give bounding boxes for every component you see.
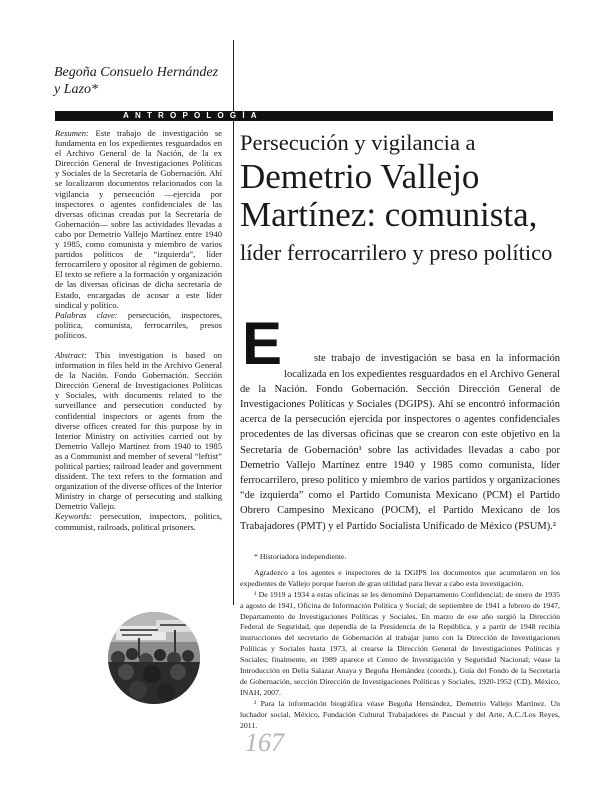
author-line-2: y Lazo* bbox=[54, 82, 98, 97]
protest-photo-image bbox=[108, 612, 200, 704]
title-line-1: Persecución y vigilancia a bbox=[240, 130, 476, 155]
author-name bbox=[54, 64, 234, 98]
footnote-1: ¹ De 1919 a 1934 a estas oficinas se les denominó Departamento Confidencial; de enero de 1935 a agosto de 1941, Oficina de Información Política y Social; de septiembre de 1941 a febrero de 1947, Departamento de Investigaciones Políticas y Sociales. En marzo de ese año surgió la Dirección Federal de Seguridad, que dependía de la Presidencia de la República, y a partir de 1948 recibía instrucciones del secretario de Gobernación al trabajar junto con la Dirección de Investigaciones Políticas y Sociales hasta 1973, al crearse la Dirección General de Investigaciones Políticas y Sociales; finalmente, en 1989 aparece el Centro de Investigación y Seguridad Nacional; véase la Introducción en Delia Salazar Anaya y Begoña Hernández (coords.), Guía del Fondo de la Secretaría de Gobernación, sección Dirección de Investigaciones Políticas y Sociales, 1920-1952 (CD), México, INAH, 2007. bbox=[240, 589, 560, 697]
footnotes bbox=[240, 552, 560, 732]
column-divider bbox=[233, 40, 234, 605]
keywords-en-text: persecution, inspectors, politics, communist, railroads, political prisoners. bbox=[55, 511, 222, 532]
drop-cap: E bbox=[242, 310, 283, 377]
keywords-es-label: Palabras clave: bbox=[55, 309, 118, 320]
body-text: ste trabajo de investigación se basa en la información localizada en los expedientes resguardados en el Archivo General de la Nación. Fondo Gobernación. Sección Dirección General de Investigaciones Políticas y Sociales (DGIPS). Ahí se encontró información acerca de la persecución ejercida por inspectores o agentes confidenciales procedentes de las diversas oficinas que se crearon con este objetivo en la Secretaría de Gobernación¹ sobre las actividades llevadas a cabo por Demetrio Vallejo Martínez entre 1940 y 1985 como comunista, líder ferrocarrilero, preso político y miembro de varios partidos y organizaciones “de izquierda” como el Partido Comunista Mexicano (PCM) el Partido Obrero Campesino Mexicano (POCM), el Partido Mexicano de los Trabajadores (PMT) y el Partido Socialista Unificado de México (PSUM).² bbox=[240, 353, 560, 532]
abstract-en bbox=[55, 350, 222, 512]
article-title bbox=[240, 128, 580, 270]
abstract-es bbox=[55, 128, 222, 310]
abstract-en-text: This investigation is based on information in files held in the Archivo General de la Nación. Fondo Gobernación. Sección Dirección General de Investigaciones Políticas y Sociales, with documents related to the surveillance and persecution conducted by confidential inspectors or agents from the diverse offices created for this purpose by in Interior Ministry on activities carried out by Demetrio Vallejo Martínez from 1940 to 1985 as a Communist and member of several “leftist” political parties; railroad leader and government dissident. The text refers to the formation and organization of the diverse offices of the Interior Ministry in charge of persecuting and stalking Demetrio Vallejo. bbox=[55, 349, 222, 512]
title-line-3: Martínez: comunista, bbox=[240, 195, 538, 234]
title-line-2: Demetrio Vallejo bbox=[240, 157, 480, 196]
body-paragraph bbox=[240, 310, 560, 534]
abstract-es-text: Este trabajo de investigación se fundamenta en los expedientes resguardados en el Archivo General de la Nación, de la ex Dirección General de Investigaciones Políticas y Sociales de la Secretaría de Gobernación. Ahí se localizaron documentos relacionados con la vigilancia y persecución —ejercida por inspectores o agentes confidenciales de las diversas oficinas creadas por la Secretaría de Gobernación— sobre las actividades llevadas a cabo por Demetrio Vallejo Martínez entre 1940 y 1985, como comunista y miembro de varios partidos políticos de “izquierda”, líder ferrocarrilero y opositor al régimen de gobierno. El texto se refiere a la formación y organización de las diversas oficinas de dicha secretaría de Estado, encargadas de acosar a este líder sindical y político. bbox=[55, 128, 222, 310]
abstract-en-label: Abstract: bbox=[55, 349, 87, 360]
keywords-en bbox=[55, 511, 222, 531]
author-line-1: Begoña Consuelo Hernández bbox=[54, 65, 219, 80]
footnote-2: ² Para la información biográfica véase Begoña Hernández, Demetrio Vallejo Martínez. Un luchador social, México, Fundación Cultural Trabajadores de Pascual y del Arte, A.C./Los Reyes, 2011. bbox=[240, 698, 560, 730]
keywords-en-label: Keywords: bbox=[55, 511, 92, 522]
footnote-star: * Historiadora independiente. bbox=[254, 552, 347, 561]
title-line-4: líder ferrocarrilero y preso político bbox=[240, 240, 553, 265]
keywords-es bbox=[55, 310, 222, 340]
protest-photo bbox=[108, 612, 200, 704]
abstract-es-label: Resumen: bbox=[55, 128, 89, 138]
section-label: ANTROPOLOGÍA bbox=[55, 111, 553, 121]
keywords-es-text: persecución, inspectores, política, comunista, ferrocarriles, presos políticos. bbox=[55, 309, 222, 340]
page-number: 167 bbox=[245, 728, 284, 757]
abstract-column bbox=[55, 128, 222, 532]
footnote-ack: Agradezco a los agentes e inspectores de la DGIPS los documentos que acumularon en los expedientes de Vallejo porque fueron de gran utilidad para llevar a cabo esta investigación. bbox=[240, 567, 560, 588]
